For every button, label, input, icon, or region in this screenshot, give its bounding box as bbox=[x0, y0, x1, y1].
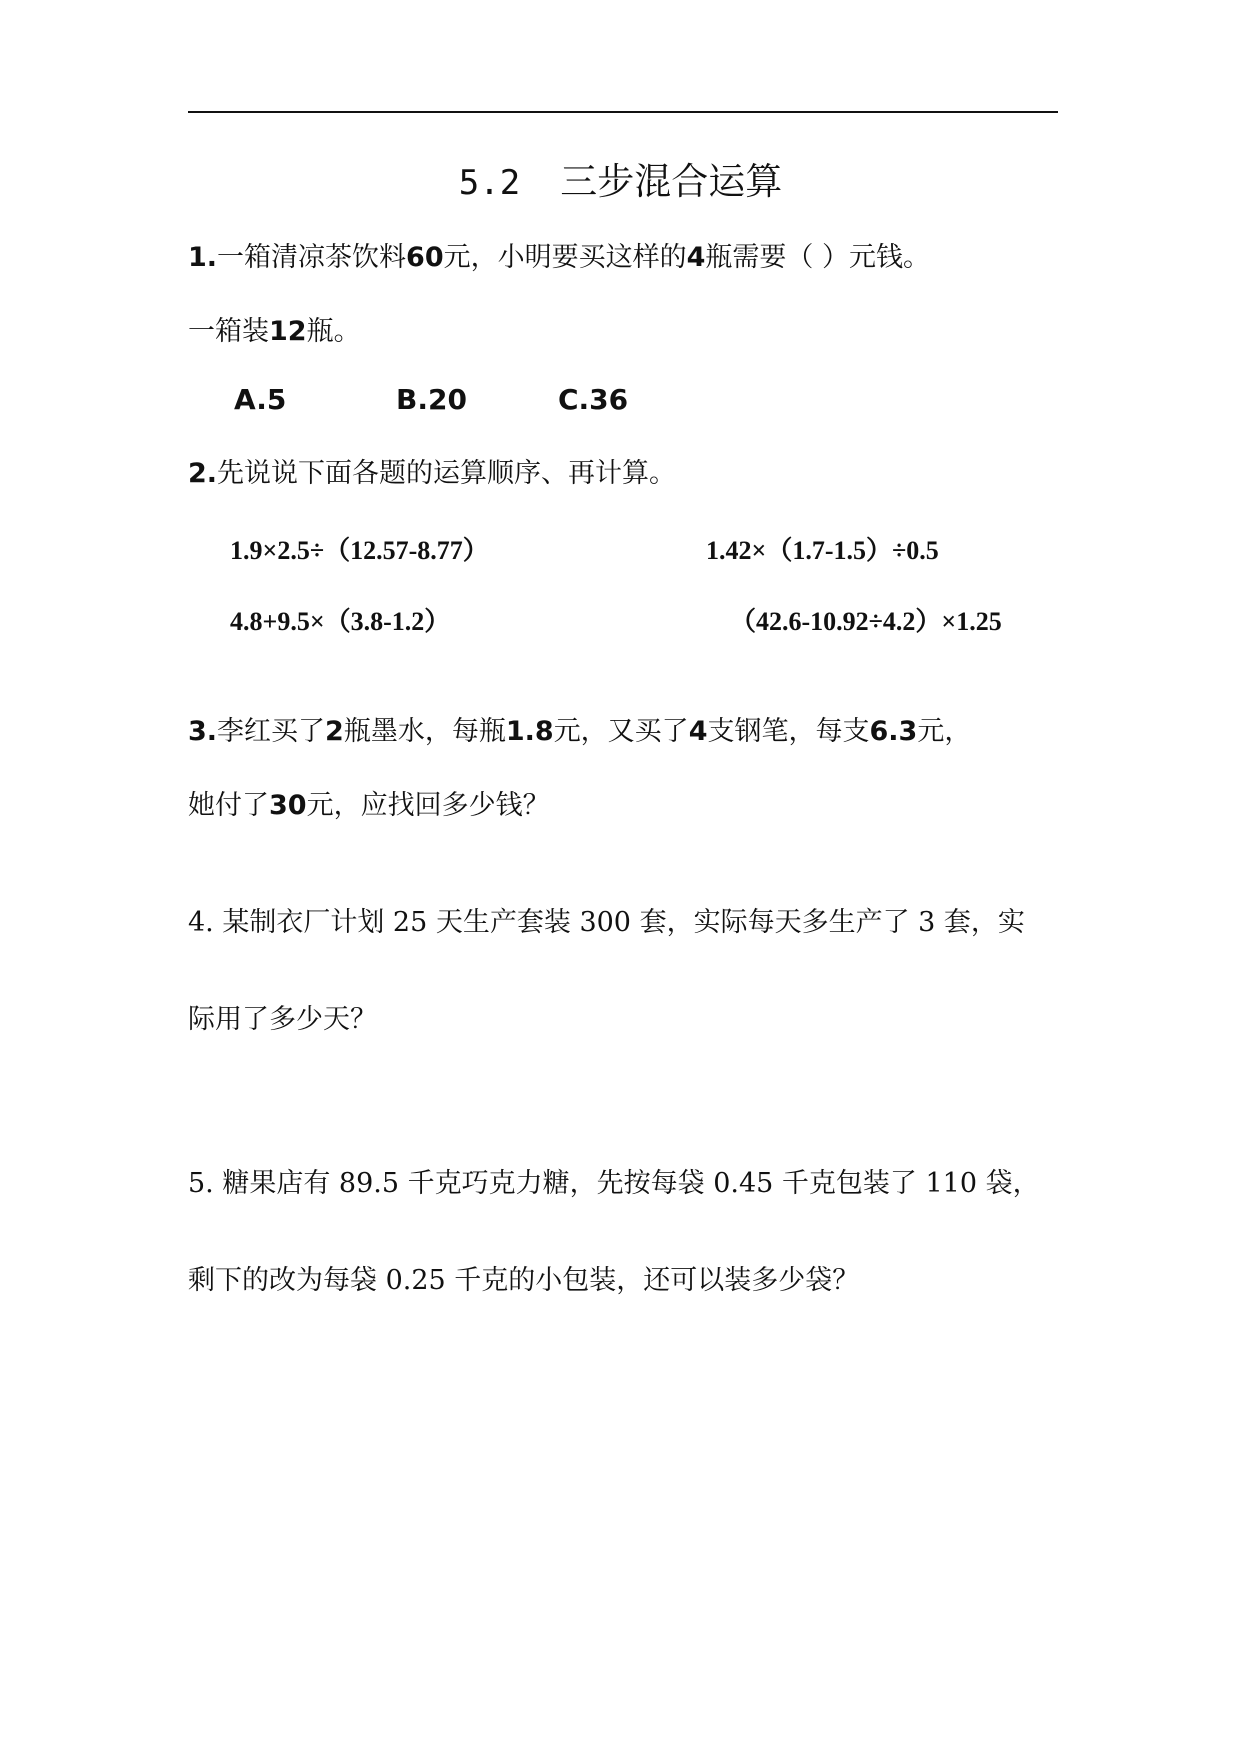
question-3-value: 2 bbox=[325, 716, 344, 747]
question-4-line-2: 际用了多少天？ bbox=[188, 1004, 377, 1035]
expression-4: （42.6-10.92÷4.2）×1.25 bbox=[730, 607, 1002, 636]
question-1-text: 瓶需要（ ）元钱。 bbox=[705, 242, 931, 273]
question-3-line-1 bbox=[188, 712, 971, 752]
question-1-text: 一箱清凉茶饮料 bbox=[217, 242, 407, 273]
question-3-line-2 bbox=[188, 786, 550, 826]
expression-3: 4.8+9.5×（3.8-1.2） bbox=[230, 607, 451, 636]
question-1-number: 1. bbox=[188, 242, 218, 273]
question-3-text: 元，应找回多少钱？ bbox=[306, 790, 550, 821]
question-1-line-2 bbox=[188, 312, 361, 352]
question-1-value: 12 bbox=[269, 316, 307, 347]
question-4-line-1: 4. 某制衣厂计划 25 天生产套装 300 套，实际每天多生产了 3 套，实 bbox=[188, 907, 1025, 938]
question-1-value: 4 bbox=[686, 242, 706, 273]
question-2-number: 2. bbox=[188, 458, 218, 489]
question-1-text: 瓶。 bbox=[306, 316, 361, 347]
question-5-line-2: 剩下的改为每袋 0.25 千克的小包装，还可以装多少袋？ bbox=[188, 1265, 860, 1296]
question-3-text: 元， bbox=[917, 716, 972, 747]
option-b[interactable]: B.20 bbox=[396, 383, 467, 416]
question-2-text: 先说说下面各题的运算顺序、再计算。 bbox=[217, 458, 677, 489]
question-3-value: 4 bbox=[688, 716, 708, 747]
question-1-line-1 bbox=[188, 238, 930, 278]
question-3-text: 她付了 bbox=[188, 790, 269, 821]
expression-1: 1.9×2.5÷（12.57-8.77） bbox=[230, 536, 489, 565]
question-1-text: 一箱装 bbox=[188, 316, 269, 347]
expression-2: 1.42×（1.7-1.5）÷0.5 bbox=[706, 536, 939, 565]
question-5-line-1: 5. 糖果店有 89.5 千克巧克力糖，先按每袋 0.45 千克包装了 110 袋， bbox=[188, 1168, 1040, 1199]
question-3-value: 6.3 bbox=[869, 716, 918, 747]
option-a[interactable]: A.5 bbox=[234, 383, 287, 416]
question-1-text: 元，小明要买这样的 bbox=[443, 242, 687, 273]
option-c[interactable]: C.36 bbox=[558, 383, 629, 416]
title-text: 三步混合运算 bbox=[560, 160, 783, 203]
page-title bbox=[0, 157, 1241, 208]
question-3-text: 李红买了 bbox=[217, 716, 326, 747]
question-2-prompt bbox=[188, 454, 676, 494]
question-3-number: 3. bbox=[188, 716, 218, 747]
question-3-text: 瓶墨水，每瓶 bbox=[343, 716, 506, 747]
title-number: 5.2 bbox=[458, 163, 521, 203]
question-3-text: 支钢笔，每支 bbox=[707, 716, 870, 747]
question-3-text: 元，又买了 bbox=[553, 716, 689, 747]
header-rule bbox=[188, 111, 1058, 113]
question-3-value: 1.8 bbox=[505, 716, 554, 747]
question-1-value: 60 bbox=[406, 242, 444, 273]
question-3-value: 30 bbox=[269, 790, 307, 821]
